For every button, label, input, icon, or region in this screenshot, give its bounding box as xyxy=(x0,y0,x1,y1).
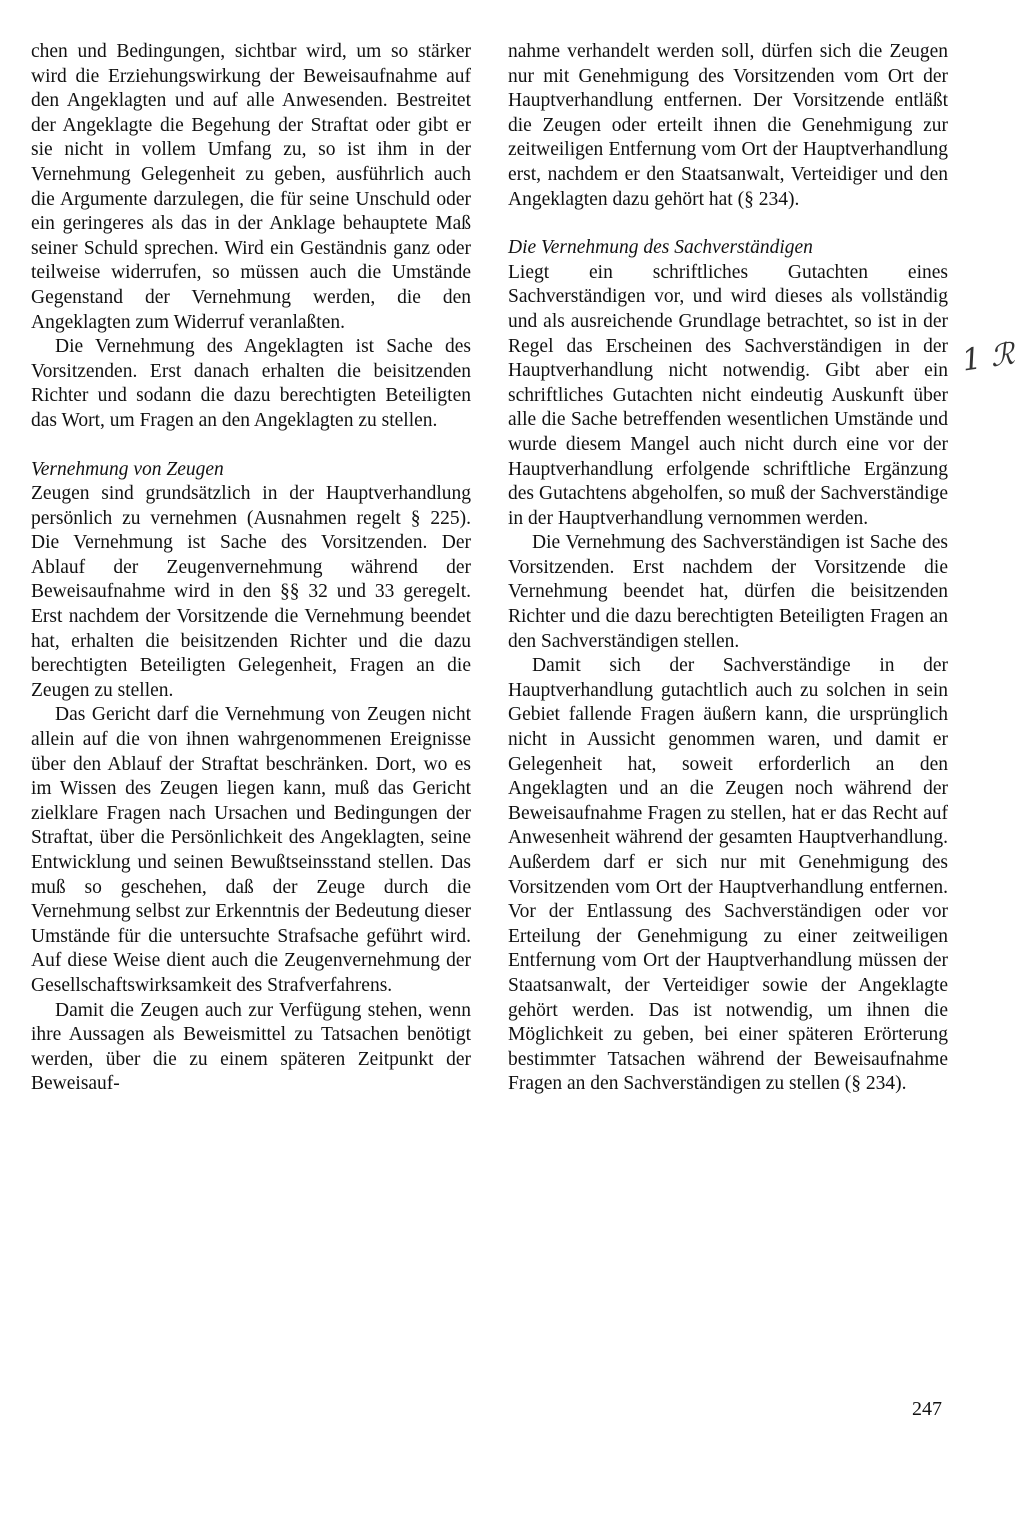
paragraph: Die Vernehmung des Angeklagten ist Sache des Vorsitzenden. Erst danach erhalten die beisitzenden Richter und sodann die dazu berechtigten Beteiligten das Wort, um Fragen an den Angeklagten zu stellen. xyxy=(31,336,471,431)
spacer xyxy=(31,434,471,458)
paragraph: nahme verhandelt werden soll, dürfen sich die Zeugen nur mit Genehmigung des Vorsitzenden vom Ort der Hauptverhandlung entfernen. Der Vorsitzende entläßt die Zeugen oder erteilt ihnen die Genehmigung zur zeitweiligen Entfernung vom Ort der Hauptverhandlung erst, nachdem er den Staatsanwalt, Verteidiger und den Angeklagten dazu gehört hat (§ 234). xyxy=(508,41,948,210)
paragraph: Damit sich der Sachverständige in der Hauptverhandlung gutachtlich auch zu solchen in sein Gebiet fallende Fragen äußern kann, die ursprünglich nicht in Aussicht genommen waren, und damit er Gelegenheit hat, soweit erforderlich an den Angeklagten und an die Zeugen noch während der Beweisaufnahme Fragen zu stellen, hat er das Recht auf Anwesenheit während der gesamten Hauptverhandlung. Außerdem darf er sich nur mit Genehmigung des Vorsitzenden vom Ort der Hauptverhandlung entfernen. Vor der Entlassung des Sachverständigen oder vor Erteilung der Genehmigung zu einer zeitweiligen Entfernung vom Ort der Hauptverhandlung müssen der Staatsanwalt, der Verteidiger sowie der Angeklagte gehört werden. Das ist notwendig, um ihnen die Möglichkeit zu geben, bei einer späteren Erörterung bestimmter Tatsachen während der Beweisaufnahme Fragen an den Sachverständigen zu stellen (§ 234). xyxy=(508,655,948,1095)
right-column xyxy=(508,40,948,1097)
page-number: 247 xyxy=(912,1398,942,1420)
handwritten-margin-note: 1 ℛ xyxy=(959,336,1017,379)
paragraph: Damit die Zeugen auch zur Verfügung stehen, wenn ihre Aussagen als Beweismittel zu Tatsachen benötigt werden, über die zu einem späteren Zeitpunkt der Beweisauf- xyxy=(31,999,471,1095)
paragraph: Zeugen sind grundsätzlich in der Hauptverhandlung persönlich zu vernehmen (Ausnahmen regelt § 225). Die Vernehmung ist Sache des Vorsitzenden. Der Ablauf der Zeugenvernehmung während der Beweisaufnahme wird in den §§ 32 und 33 geregelt. Erst nachdem der Vorsitzende die Vernehmung beendet hat, erhalten die beisitzenden Richter und die dazu berechtigten Beteiligten Gelegenheit, Fragen an die Zeugen zu stellen. xyxy=(31,483,471,701)
spacer xyxy=(508,212,948,236)
paragraph: Das Gericht darf die Vernehmung von Zeugen nicht allein auf die von ihnen wahrgenommenen Ereignisse über den Ablauf der Straftat beschränken. Dort, wo es im Wissen des Zeugen liegen kann, muß das Gericht zielklare Fragen nach Ursachen und Bedingungen der Straftat, über die Persönlichkeit des Angeklagten, seine Entwicklung und seinen Bewußtseinsstand stellen. Das muß so geschehen, daß der Zeuge durch die Vernehmung selbst zur Erkenntnis der Bedeutung dieser Umstände für die untersuchte Strafsache geführt wird. Auf diese Weise dient auch die Zeugenvernehmung der Gesellschaftswirksamkeit des Strafverfahrens. xyxy=(31,704,471,996)
section-heading-zeugen: Vernehmung von Zeugen xyxy=(31,458,224,480)
paragraph: Liegt ein schriftliches Gutachten eines Sachverständigen vor, und wird dieses als vollständig und als ausreichende Grundlage betrachtet, so ist in der Regel das Erscheinen des Sachverständigen in der Hauptverhandlung nicht notwendig. Gibt aber ein schriftliches Gutachten nicht eindeutig Auskunft über alle die Sache betreffenden wesentlichen Umstände und wurde diesem Mangel auch nicht durch eine vor der Hauptverhandlung erfolgende schriftliche Ergänzung des Gutachtens abgeholfen, so muß der Sachverständige in der Hauptverhandlung vernommen werden. xyxy=(508,261,948,529)
paragraph: Die Vernehmung des Sachverständigen ist Sache des Vorsitzenden. Erst nachdem der Vorsitzende die Vernehmung beendet hat, dürfen die beisitzenden Richter und die dazu berechtigten Beteiligten Fragen an den Sachverständigen stellen. xyxy=(508,532,948,652)
paragraph: chen und Bedingungen, sichtbar wird, um so stärker wird die Erziehungswirkung der Beweisaufnahme auf den Angeklagten und auf alle Anwesenden. Bestreitet der Angeklagte die Begehung der Straftat oder gibt er sie nicht in vollem Umfang zu, so ist ihm in der Vernehmung Gelegenheit zu geben, ausführlich auch die Argumente darzulegen, die für seine Unschuld oder ein geringeres als das in der Anklage behauptete Maß seiner Schuld sprechen. Wird ein Geständnis ganz oder teilweise widerrufen, so müssen auch die Umstände Gegenstand der Vernehmung werden, die den Angeklagten zum Widerruf veranlaßten. xyxy=(31,41,471,333)
section-heading-sachverstaendige: Die Vernehmung des Sachverständigen xyxy=(508,237,813,259)
left-column xyxy=(31,40,471,1097)
